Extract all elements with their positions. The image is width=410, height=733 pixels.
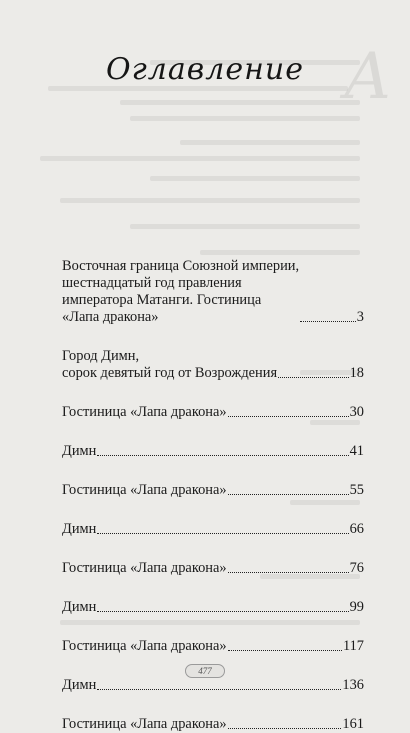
toc-dot-leader <box>278 377 349 378</box>
toc-dot-leader <box>228 650 342 651</box>
toc-entry-page: 117 <box>342 638 364 654</box>
toc-dot-leader <box>228 416 349 417</box>
toc-entry-title: Димн <box>62 677 97 693</box>
toc-entry[interactable] <box>62 638 364 655</box>
toc-entry[interactable] <box>62 348 364 382</box>
table-of-contents <box>62 258 364 733</box>
toc-entry-title: Гостиница «Лапа дракона» <box>62 482 227 498</box>
toc-dot-leader <box>97 611 348 612</box>
page-number: 477 <box>185 664 225 678</box>
toc-entry-title: Город Димн, сорок девятый год от Возрождения <box>62 348 278 381</box>
toc-entry[interactable] <box>62 482 364 499</box>
toc-entry-page: 18 <box>349 365 364 381</box>
page-number-ornament <box>0 664 410 678</box>
toc-entry[interactable] <box>62 716 364 733</box>
toc-entry-title: Восточная граница Союзной империи, шестнадцатый год правления императора Матанги. Гостиница «Лапа дракона» <box>62 258 300 325</box>
toc-entry[interactable] <box>62 521 364 538</box>
toc-entry[interactable] <box>62 258 364 326</box>
bleed-through-initial: А <box>343 40 392 114</box>
toc-entry-page: 3 <box>356 309 364 325</box>
toc-dot-leader <box>300 321 356 322</box>
toc-entry[interactable] <box>62 599 364 616</box>
toc-entry-title: Гостиница «Лапа дракона» <box>62 404 227 420</box>
toc-entry-title: Димн <box>62 599 97 615</box>
toc-entry-page: 136 <box>342 677 364 693</box>
toc-entry[interactable] <box>62 560 364 577</box>
toc-entry-page: 66 <box>349 521 364 537</box>
toc-entry-page: 30 <box>349 404 364 420</box>
page-title: Оглавление <box>106 52 304 87</box>
toc-entry-title: Гостиница «Лапа дракона» <box>62 638 227 654</box>
toc-entry-title: Димн <box>62 521 97 537</box>
toc-entry-page: 55 <box>349 482 364 498</box>
toc-dot-leader <box>228 572 349 573</box>
toc-dot-leader <box>97 455 348 456</box>
toc-entry-title: Димн <box>62 443 97 459</box>
toc-dot-leader <box>97 533 348 534</box>
toc-entry-page: 76 <box>349 560 364 576</box>
toc-entry[interactable] <box>62 443 364 460</box>
toc-dot-leader <box>228 494 349 495</box>
toc-entry-page: 99 <box>349 599 364 615</box>
toc-entry-title: Гостиница «Лапа дракона» <box>62 560 227 576</box>
toc-entry[interactable] <box>62 404 364 421</box>
toc-entry-title: Гостиница «Лапа дракона» <box>62 716 227 732</box>
toc-entry-page: 161 <box>342 716 364 732</box>
toc-entry-page: 41 <box>349 443 364 459</box>
toc-dot-leader <box>97 689 341 690</box>
toc-dot-leader <box>228 728 342 729</box>
toc-entry[interactable] <box>62 677 364 694</box>
